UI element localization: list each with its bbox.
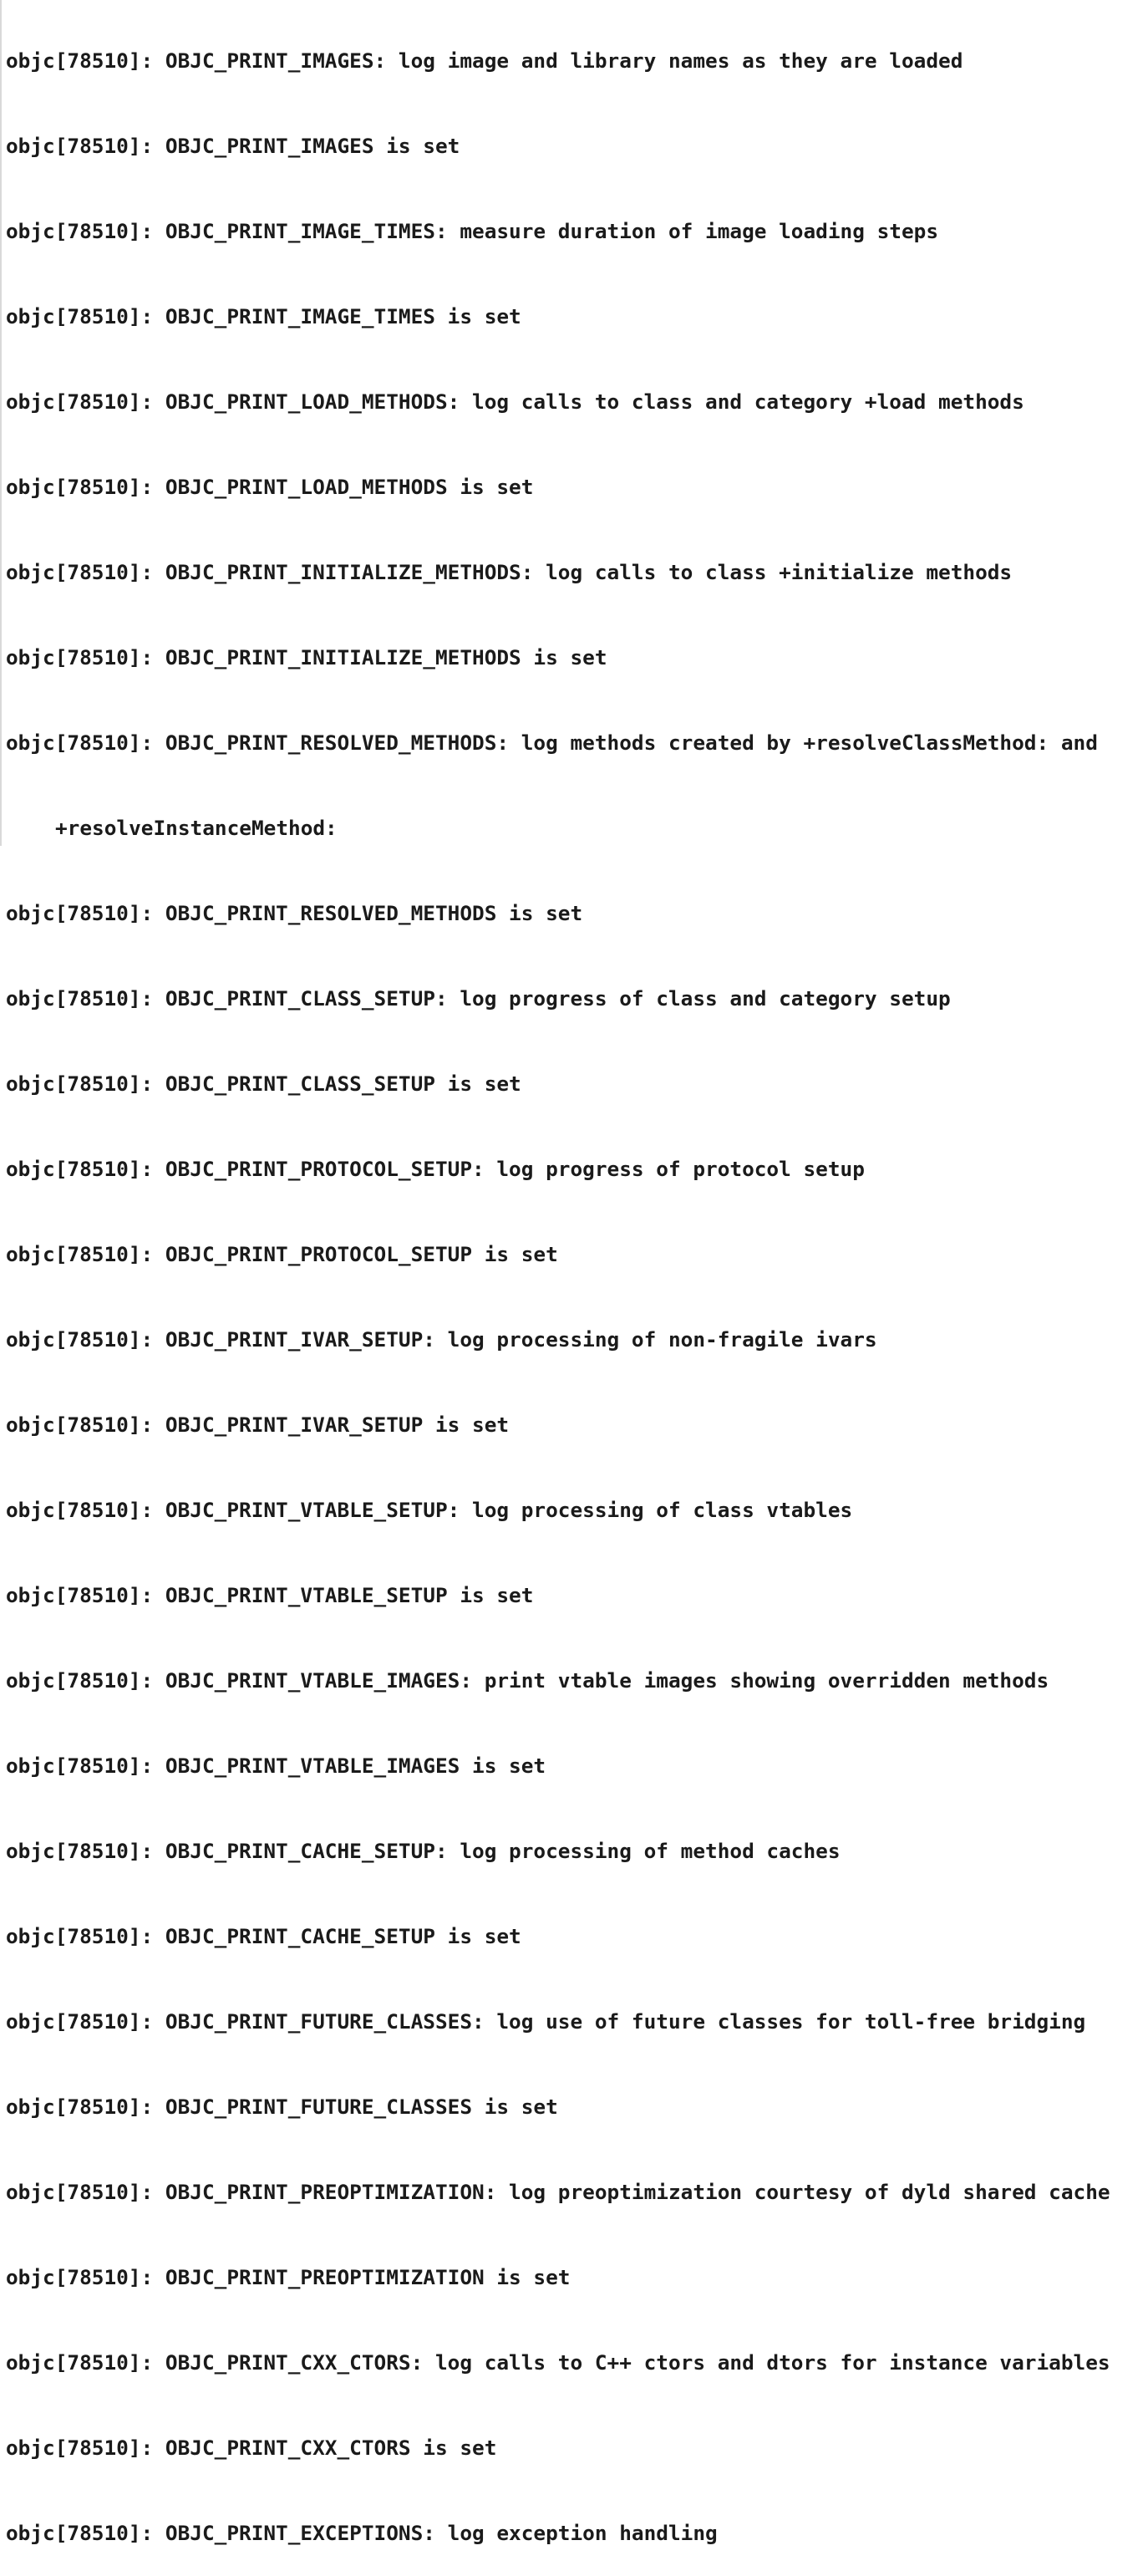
log-line: objc[78510]: OBJC_PRINT_IMAGES is set <box>6 134 460 158</box>
log-line: objc[78510]: OBJC_PRINT_IVAR_SETUP: log processing of non-fragile ivars <box>6 1327 877 1352</box>
log-line: objc[78510]: OBJC_PRINT_EXCEPTIONS: log exception handling <box>6 2521 718 2545</box>
log-line: objc[78510]: OBJC_PRINT_CACHE_SETUP: log processing of method caches <box>6 1839 841 1863</box>
log-line: objc[78510]: OBJC_PRINT_INITIALIZE_METHODS: log calls to class +initialize methods <box>6 560 1013 584</box>
log-line: objc[78510]: OBJC_PRINT_PROTOCOL_SETUP is set <box>6 1242 558 1266</box>
log-line: objc[78510]: OBJC_PRINT_IMAGE_TIMES is set <box>6 304 521 328</box>
log-line: objc[78510]: OBJC_PRINT_FUTURE_CLASSES: log use of future classes for toll-free bridging <box>6 2009 1086 2034</box>
log-line: objc[78510]: OBJC_PRINT_CXX_CTORS: log calls to C++ ctors and dtors for instance variables <box>6 2350 1110 2375</box>
log-line: objc[78510]: OBJC_PRINT_CLASS_SETUP: log progress of class and category setup <box>6 986 951 1011</box>
log-line: objc[78510]: OBJC_PRINT_VTABLE_SETUP: log processing of class vtables <box>6 1498 853 1522</box>
log-line: objc[78510]: OBJC_PRINT_LOAD_METHODS is set <box>6 475 534 499</box>
log-line: objc[78510]: OBJC_PRINT_RESOLVED_METHODS is set <box>6 901 583 925</box>
log-line: objc[78510]: OBJC_PRINT_PREOPTIMIZATION is set <box>6 2265 571 2289</box>
log-line: objc[78510]: OBJC_PRINT_IMAGE_TIMES: measure duration of image loading steps <box>6 219 939 243</box>
log-line: objc[78510]: OBJC_PRINT_IVAR_SETUP is set <box>6 1413 510 1437</box>
log-line: objc[78510]: OBJC_PRINT_IMAGES: log image and library names as they are loaded <box>6 48 963 73</box>
log-line: objc[78510]: OBJC_PRINT_CACHE_SETUP is set <box>6 1924 521 1948</box>
log-line: objc[78510]: OBJC_PRINT_VTABLE_IMAGES: print vtable images showing overridden methods <box>6 1668 1049 1693</box>
log-line: objc[78510]: OBJC_PRINT_PREOPTIMIZATION: log preoptimization courtesy of dyld shared cache <box>6 2180 1110 2204</box>
log-line: objc[78510]: OBJC_PRINT_CXX_CTORS is set <box>6 2436 497 2460</box>
log-line: objc[78510]: OBJC_PRINT_CLASS_SETUP is set <box>6 1072 521 1096</box>
log-line: objc[78510]: OBJC_PRINT_RESOLVED_METHODS: log methods created by +resolveClassMethod: and <box>6 731 1098 755</box>
log-line-continuation: +resolveInstanceMethod: <box>55 816 338 840</box>
log-line: objc[78510]: OBJC_PRINT_PROTOCOL_SETUP: log progress of protocol setup <box>6 1157 865 1181</box>
log-line: objc[78510]: OBJC_PRINT_LOAD_METHODS: log calls to class and category +load methods <box>6 389 1024 414</box>
log-line: objc[78510]: OBJC_PRINT_VTABLE_SETUP is set <box>6 1583 534 1607</box>
log-line: objc[78510]: OBJC_PRINT_VTABLE_IMAGES is set <box>6 1754 546 1778</box>
log-line: objc[78510]: OBJC_PRINT_INITIALIZE_METHODS is set <box>6 645 607 669</box>
log-line: objc[78510]: OBJC_PRINT_FUTURE_CLASSES is set <box>6 2095 558 2119</box>
